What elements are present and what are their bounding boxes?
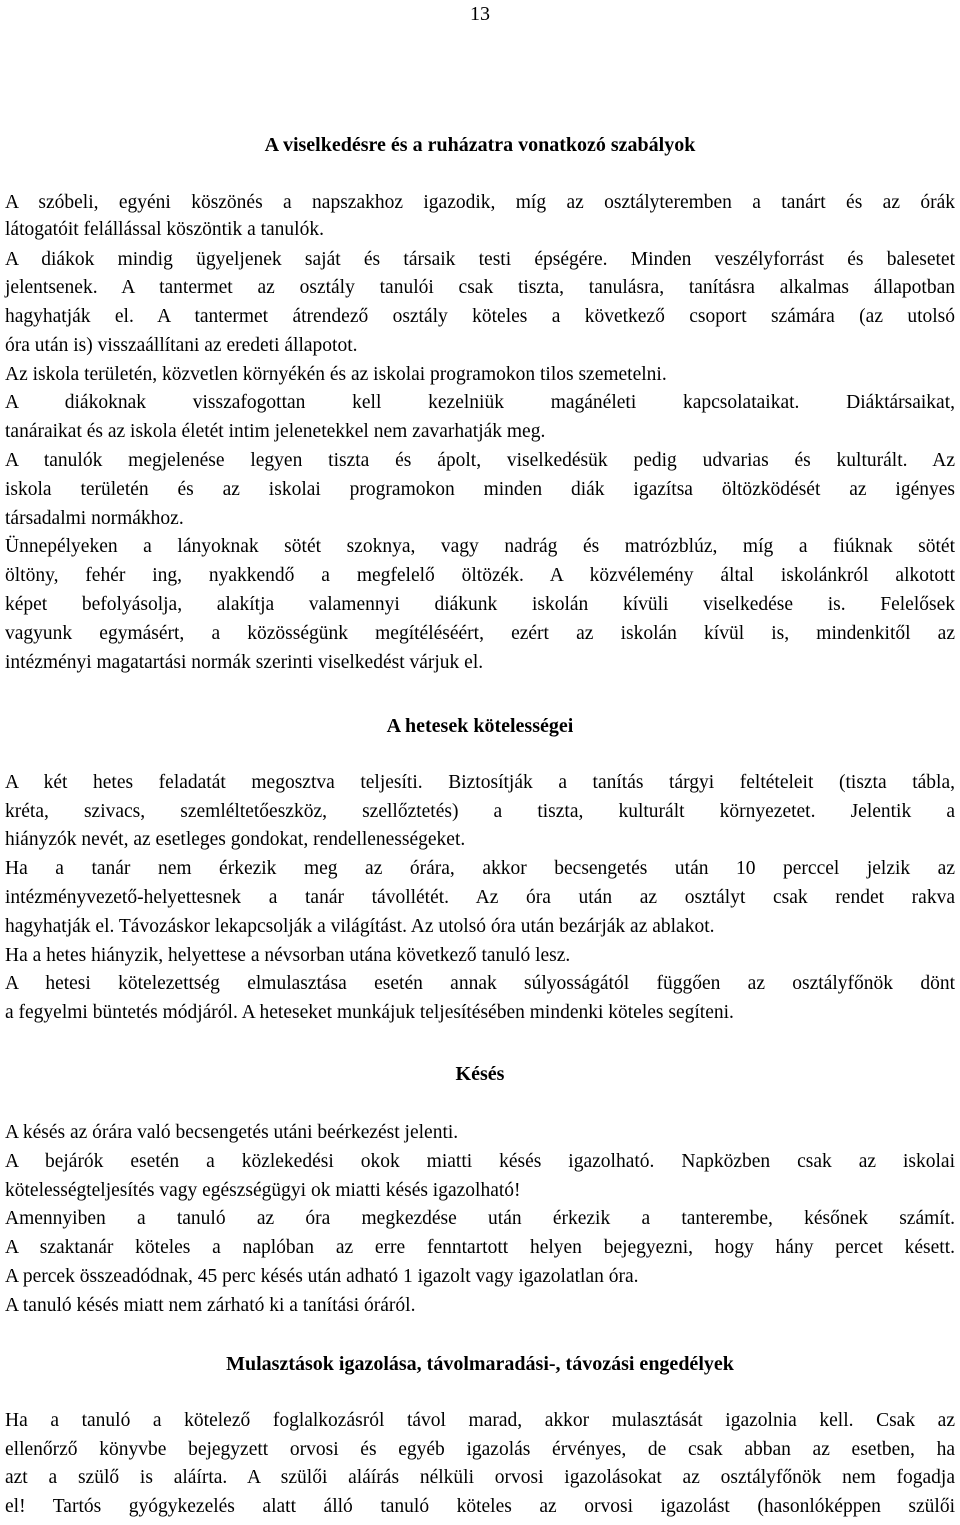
text-line: azt a szülő is aláírta. A szülői aláírás nélküli orvosi igazolásokat az osztályfőnök nem fogadja [5, 1467, 955, 1488]
section-heading-keses: Késés [455, 1063, 505, 1085]
text-line: látogatóit felállással köszöntik a tanulók. [5, 219, 324, 240]
section-heading-mulasztasok: Mulasztások igazolása, távolmaradási-, távozási engedélyek [226, 1353, 734, 1375]
text-line: Az iskola területén, közvetlen környékén és az iskolai programokon tilos szemetelni. [5, 364, 667, 385]
text-line: hagyhatják el. Távozáskor lekapcsolják a világítást. Az utolsó óra után bezárják az ablakot. [5, 916, 715, 937]
text-line: Ha a tanuló a kötelező foglalkozásról távol marad, akkor mulasztását igazolnia kell. Csak az [5, 1410, 955, 1431]
text-line: A bejárók esetén a közlekedési okok miatti késés igazolható. Napközben csak az iskolai [5, 1151, 955, 1172]
text-line: képet befolyásolja, alakítja valamennyi diákunk iskolán kívüli viselkedése is. Felelősek [5, 594, 955, 615]
text-line: Ha a tanár nem érkezik meg az órára, akkor becsengetés után 10 perccel jelzik az [5, 858, 955, 879]
text-line: a fegyelmi büntetés módjáról. A heteseket munkájuk teljesítésében mindenki köteles segíteni. [5, 1002, 734, 1023]
text-line: intézményi magatartási normák szerinti viselkedést várjuk el. [5, 652, 484, 673]
section-heading-behavior: A viselkedésre és a ruházatra vonatkozó szabályok [264, 134, 696, 156]
text-line: öltöny, fehér ing, nyakkendő a megfelelő öltözék. A közvélemény által iskolánkról alkotott [5, 565, 955, 586]
text-line: Ha a hetes hiányzik, helyettese a névsorban utána következő tanuló lesz. [5, 945, 571, 966]
text-line: Amennyiben a tanuló az óra megkezdése után érkezik a tanterembe, későnek számít. [5, 1208, 955, 1229]
text-line: hiányzók nevét, az esetleges gondokat, rendellenességeket. [5, 829, 466, 850]
text-line: A késés az órára való becsengetés utáni beérkezést jelenti. [5, 1122, 459, 1143]
text-line: Ünnepélyeken a lányoknak sötét szoknya, vagy nadrág és matrózblúz, míg a fiúknak sötét [5, 536, 955, 557]
text-line: vagyunk egymásért, a közösségünk megítéléséért, ezért az iskolán kívül is, mindenkitől az [5, 623, 955, 644]
text-line: jelentsenek. A tantermet az osztály tanulói csak tiszta, tanulásra, tanításra alkalmas állapotban [5, 277, 955, 298]
text-line: iskola területén és az iskolai programokon minden diák igazítsa öltözködését az igényes [5, 479, 955, 500]
text-line: hagyhatják el. A tantermet átrendező osztály köteles a következő csoport számára (az utolsó [5, 306, 955, 327]
text-line: A két hetes feladatát megosztva teljesíti. Biztosítják a tanítás tárgyi feltételeit (tiszta tábla, [5, 772, 955, 793]
text-line: A szóbeli, egyéni köszönés a napszakhoz igazodik, míg az osztályteremben a tanárt és az órák [5, 192, 955, 213]
text-line: intézményvezető-helyettesnek a tanár távollétét. Az óra után az osztályt csak rendet rakva [5, 887, 955, 908]
text-line: A percek összeadódnak, 45 perc késés után adható 1 igazolt vagy igazolatlan óra. [5, 1266, 639, 1287]
text-line: A tanulók megjelenése legyen tiszta és ápolt, viselkedésük pedig udvarias és kulturált. Az [5, 450, 955, 471]
text-line: A diákoknak visszafogottan kell kezelniük magánéleti kapcsolataikat. Diáktársaikat, [5, 392, 955, 413]
text-line: ellenőrző könyvbe bejegyzett orvosi és egyéb igazolás érvényes, de csak abban az esetben, ha [5, 1439, 955, 1460]
page-number: 13 [470, 3, 490, 25]
text-line: el! Tartós gyógykezelés alatt álló tanuló köteles az orvosi igazolást (hasonlóképpen szülői [5, 1496, 955, 1517]
text-line: A hetesi kötelezettség elmulasztása esetén annak súlyosságától függően az osztályfőnök dönt [5, 973, 955, 994]
text-line: óra után is) visszaállítani az eredeti állapotot. [5, 335, 358, 356]
text-line: kötelességteljesítés vagy egészségügyi ok miatti késés igazolható! [5, 1180, 521, 1201]
text-line: kréta, szivacs, szemléltetőeszköz, szellőztetés) a tiszta, kulturált környezetet. Jelentik a [5, 801, 955, 822]
text-line: társadalmi normákhoz. [5, 508, 184, 529]
text-line: tanáraikat és az iskola életét intim jelenetekkel nem zavarhatják meg. [5, 421, 546, 442]
text-line: A tanuló késés miatt nem zárható ki a tanítási óráról. [5, 1295, 416, 1316]
text-line: A diákok mindig ügyeljenek saját és társaik testi épségére. Minden veszélyforrást és balesetet [5, 249, 955, 270]
text-line: A szaktanár köteles a naplóban az erre fenntartott helyen bejegyezni, hogy hány percet késett. [5, 1237, 955, 1258]
section-heading-hetesek: A hetesek kötelességei [386, 715, 574, 737]
